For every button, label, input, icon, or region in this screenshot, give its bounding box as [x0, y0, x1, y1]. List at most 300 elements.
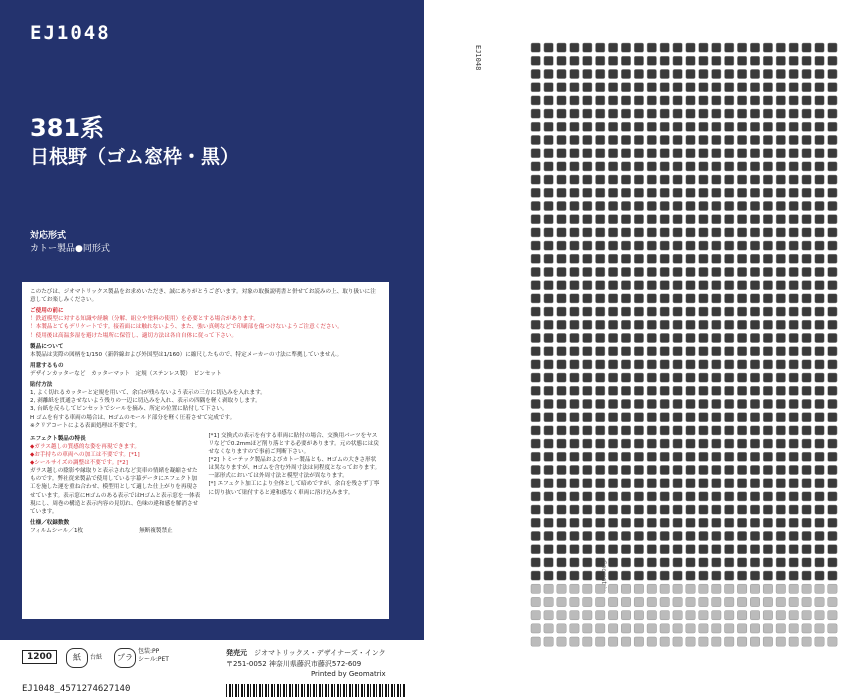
- sticker-cell: [789, 531, 798, 540]
- sticker-cell: [750, 294, 759, 303]
- sticker-cell: [583, 175, 592, 184]
- sticker-cell: [776, 637, 785, 646]
- sticker-cell: [750, 347, 759, 356]
- sticker-cell: [544, 439, 553, 448]
- sticker-cell: [686, 452, 695, 461]
- sticker-cell: [531, 281, 540, 290]
- sticker-cell: [725, 505, 734, 514]
- sticker-cell: [673, 281, 682, 290]
- sticker-cell: [725, 307, 734, 316]
- sticker-cell: [673, 531, 682, 540]
- sticker-cell: [634, 215, 643, 224]
- sticker-cell: [750, 558, 759, 567]
- product-heading: 製品について: [30, 343, 64, 350]
- sticker-cell: [750, 56, 759, 65]
- sticker-cell: [621, 228, 630, 237]
- sticker-cell: [647, 413, 656, 422]
- sticker-cell: [608, 135, 617, 144]
- sticker-cell: [596, 386, 605, 395]
- sticker-cell: [763, 505, 772, 514]
- sticker-cell: [699, 571, 708, 580]
- sticker-cell: [583, 109, 592, 118]
- sticker-cell: [712, 135, 721, 144]
- sticker-cell: [570, 545, 579, 554]
- sticker-cell: [725, 637, 734, 646]
- sticker-cell: [725, 228, 734, 237]
- sticker-cell: [725, 254, 734, 263]
- sticker-cell: [750, 465, 759, 474]
- sticker-cell: [647, 215, 656, 224]
- sticker-cell: [647, 320, 656, 329]
- footnote: [*2] トミーテック製品およびカトー製品とも、Hゴムの大きさ形状は異なりますが、Hゴムを含む外周寸法は同程度となっております。一部形式においては外周寸法と模型寸法が異なります。: [208, 457, 381, 480]
- sticker-cell: [789, 386, 798, 395]
- sticker-cell: [634, 624, 643, 633]
- sticker-cell: [815, 254, 824, 263]
- sticker-cell: [647, 465, 656, 474]
- sticker-cell: [544, 175, 553, 184]
- sticker-cell: [737, 43, 746, 52]
- sticker-cell: [712, 399, 721, 408]
- sticker-cell: [737, 479, 746, 488]
- sticker-cell: [570, 188, 579, 197]
- sticker-cell: [776, 162, 785, 171]
- sticker-cell: [634, 479, 643, 488]
- sticker-cell: [828, 373, 837, 382]
- sticker-cell: [699, 109, 708, 118]
- sticker-cell: [634, 254, 643, 263]
- sticker-cell: [570, 386, 579, 395]
- sticker-cell: [725, 294, 734, 303]
- sticker-cell: [802, 479, 811, 488]
- sticker-cell: [776, 333, 785, 342]
- sticker-cell: [815, 518, 824, 527]
- sticker-cell: [583, 518, 592, 527]
- sticker-cell: [776, 439, 785, 448]
- caution-line: ！鉄道模型に対する知識や経験（分解、組立や塗料の使用）を必要とする場合があります。: [30, 316, 259, 323]
- sticker-cell: [608, 96, 617, 105]
- sticker-cell: [776, 122, 785, 131]
- sticker-cell: [789, 439, 798, 448]
- sticker-cell: [621, 465, 630, 474]
- sticker-cell: [802, 347, 811, 356]
- sticker-cell: [802, 109, 811, 118]
- sticker-cell: [531, 597, 540, 606]
- sticker-cell: [750, 162, 759, 171]
- sticker-cell: [544, 56, 553, 65]
- sticker-cell: [737, 413, 746, 422]
- sticker-cell: [608, 386, 617, 395]
- sticker-cell: [712, 611, 721, 620]
- sticker-cell: [544, 558, 553, 567]
- effect-line: ◆シールサイズの調整は不要です。[*2]: [30, 460, 128, 467]
- sticker-cell: [686, 241, 695, 250]
- sticker-cell: [686, 558, 695, 567]
- sticker-cell: [737, 149, 746, 158]
- sticker-cell: [557, 149, 566, 158]
- sticker-cell: [712, 294, 721, 303]
- sticker-cell: [776, 413, 785, 422]
- sticker-cell: [673, 96, 682, 105]
- sticker-cell: [621, 413, 630, 422]
- sticker-cell: [763, 545, 772, 554]
- sticker-cell: [647, 109, 656, 118]
- sticker-cell: [557, 360, 566, 369]
- sticker-cell: [570, 43, 579, 52]
- sticker-cell: [557, 267, 566, 276]
- product-text: 本製品は実際の図柄を1/150（新幹線および外国型は1/160）に縮尺したもので、特定メーカーの寸法に準拠していません。: [30, 351, 343, 358]
- sticker-cell: [763, 597, 772, 606]
- sticker-cell: [596, 624, 605, 633]
- sticker-cell: [583, 584, 592, 593]
- sticker-cell: [802, 611, 811, 620]
- sticker-cell: [583, 624, 592, 633]
- sticker-cell: [789, 109, 798, 118]
- sticker-cell: [750, 373, 759, 382]
- sticker-cell: [570, 426, 579, 435]
- sticker-cell: [699, 307, 708, 316]
- sticker-cell: [673, 558, 682, 567]
- sticker-cell: [557, 611, 566, 620]
- sticker-cell: [647, 241, 656, 250]
- sticker-cell: [828, 597, 837, 606]
- sticker-cell: [789, 307, 798, 316]
- sticker-cell: [763, 426, 772, 435]
- product-code: EJ1048: [30, 22, 111, 44]
- sticker-cell: [660, 254, 669, 263]
- sticker-cell: [828, 135, 837, 144]
- sticker-cell: [828, 162, 837, 171]
- sticker-cell: [802, 307, 811, 316]
- effect-line: ◆お手持ちの車両への加工は不要です。[*1]: [30, 451, 140, 458]
- sticker-cell: [557, 83, 566, 92]
- sticker-cell: [815, 320, 824, 329]
- sticker-cell: [621, 333, 630, 342]
- sticker-cell: [673, 637, 682, 646]
- sticker-cell: [789, 465, 798, 474]
- sticker-cell: [583, 413, 592, 422]
- sticker-cell: [647, 228, 656, 237]
- sticker-cell: [557, 584, 566, 593]
- sticker-cell: [737, 597, 746, 606]
- sticker-cell: [828, 518, 837, 527]
- sticker-cell: [763, 360, 772, 369]
- sticker-cell: [802, 360, 811, 369]
- sticker-cell: [699, 162, 708, 171]
- sticker-cell: [634, 439, 643, 448]
- sticker-cell: [789, 452, 798, 461]
- sticker-cell: [763, 201, 772, 210]
- sticker-cell: [725, 360, 734, 369]
- sticker-cell: [634, 452, 643, 461]
- sticker-cell: [828, 558, 837, 567]
- sticker-cell: [828, 611, 837, 620]
- sticker-cell: [750, 413, 759, 422]
- sticker-cell: [557, 439, 566, 448]
- caution-line: ！本製品とてもデリケートです。接着面には触れないよう、また、強い真剣などで印刷部を傷つけないようご注意ください。: [30, 324, 343, 331]
- sticker-cell: [686, 347, 695, 356]
- sticker-cell: [583, 254, 592, 263]
- sticker-cell: [557, 347, 566, 356]
- sticker-cell: [583, 215, 592, 224]
- sticker-cell: [686, 215, 695, 224]
- sticker-cell: [634, 597, 643, 606]
- sticker-cell: [789, 43, 798, 52]
- sticker-cell: [596, 333, 605, 342]
- sticker-cell: [570, 452, 579, 461]
- sticker-cell: [583, 465, 592, 474]
- sticker-cell: [686, 624, 695, 633]
- sticker-cell: [750, 452, 759, 461]
- sticker-cell: [557, 624, 566, 633]
- sticker-cell: [583, 439, 592, 448]
- sticker-cell: [712, 360, 721, 369]
- compat-heading: 対応形式: [30, 231, 67, 241]
- sticker-cell: [815, 135, 824, 144]
- sticker-cell: [583, 228, 592, 237]
- sticker-cell: [725, 109, 734, 118]
- sticker-cell: [647, 175, 656, 184]
- sticker-cell: [570, 241, 579, 250]
- sticker-cell: [712, 531, 721, 540]
- sticker-cell: [583, 611, 592, 620]
- sticker-cell: [660, 333, 669, 342]
- sticker-cell: [699, 399, 708, 408]
- sticker-cell: [596, 83, 605, 92]
- sticker-cell: [686, 373, 695, 382]
- sticker-cell: [621, 637, 630, 646]
- sticker-cell: [699, 149, 708, 158]
- sticker-cell: [608, 122, 617, 131]
- sticker-cell: [712, 597, 721, 606]
- sticker-cell: [660, 637, 669, 646]
- sticker-cell: [647, 452, 656, 461]
- sticker-cell: [583, 281, 592, 290]
- sticker-cell: [725, 83, 734, 92]
- sticker-cell: [802, 465, 811, 474]
- sticker-cell: [544, 294, 553, 303]
- sticker-cell: [815, 399, 824, 408]
- printed-by: Printed by Geomatrix: [310, 670, 386, 678]
- sticker-cell: [776, 347, 785, 356]
- sticker-cell: [673, 413, 682, 422]
- sticker-cell: [570, 518, 579, 527]
- sticker-cell: [621, 347, 630, 356]
- sticker-cell: [699, 518, 708, 527]
- sticker-cell: [699, 215, 708, 224]
- sticker-cell: [828, 175, 837, 184]
- sticker-cell: [712, 558, 721, 567]
- sticker-cell: [725, 188, 734, 197]
- sticker-cell: [699, 267, 708, 276]
- sticker-cell: [763, 518, 772, 527]
- sticker-cell: [737, 307, 746, 316]
- sticker-cell: [621, 571, 630, 580]
- sticker-cell: [673, 149, 682, 158]
- sticker-cell: [776, 43, 785, 52]
- sticker-cell: [583, 201, 592, 210]
- sticker-cell: [686, 386, 695, 395]
- sticker-cell: [789, 215, 798, 224]
- sticker-cell: [776, 505, 785, 514]
- sticker-cell: [737, 201, 746, 210]
- sticker-cell: [583, 83, 592, 92]
- sticker-cell: [789, 571, 798, 580]
- sticker-cell: [712, 69, 721, 78]
- sticker-cell: [647, 584, 656, 593]
- sticker-cell: [763, 294, 772, 303]
- sticker-cell: [557, 531, 566, 540]
- sticker-cell: [802, 399, 811, 408]
- sticker-cell: [828, 188, 837, 197]
- sticker-cell: [686, 426, 695, 435]
- sticker-cell: [789, 149, 798, 158]
- sticker-cell: [531, 439, 540, 448]
- sticker-cell: [544, 386, 553, 395]
- sticker-cell: [776, 558, 785, 567]
- sticker-cell: [802, 267, 811, 276]
- sticker-cell: [608, 624, 617, 633]
- sticker-cell: [802, 624, 811, 633]
- sticker-cell: [802, 188, 811, 197]
- sticker-cell: [660, 505, 669, 514]
- sticker-cell: [596, 426, 605, 435]
- sticker-cell: [634, 122, 643, 131]
- tools-text: デザインカッターなど カッターマット 定規（ステンレス製） ピンセット: [30, 370, 222, 377]
- sticker-cell: [660, 518, 669, 527]
- sticker-cell: [802, 43, 811, 52]
- sticker-cell: [531, 241, 540, 250]
- sticker-cell: [699, 347, 708, 356]
- sticker-cell: [608, 254, 617, 263]
- sticker-cell: [531, 188, 540, 197]
- sticker-cell: [596, 241, 605, 250]
- sticker-cell: [673, 83, 682, 92]
- sticker-cell: [557, 373, 566, 382]
- sticker-cell: [557, 518, 566, 527]
- sticker-cell: [725, 479, 734, 488]
- effect-columns: [30, 432, 381, 516]
- sticker-cell: [647, 386, 656, 395]
- sticker-cell: [531, 479, 540, 488]
- sticker-cell: [660, 531, 669, 540]
- sticker-cell: [828, 109, 837, 118]
- sticker-cell: [570, 201, 579, 210]
- sticker-cell: [608, 69, 617, 78]
- sticker-cell: [828, 69, 837, 78]
- sticker-cell: [699, 228, 708, 237]
- sticker-cell: [725, 584, 734, 593]
- sticker-cell: [531, 465, 540, 474]
- sticker-cell: [712, 96, 721, 105]
- sticker-cell: [570, 333, 579, 342]
- sticker-cell: [531, 545, 540, 554]
- sticker-cell: [621, 426, 630, 435]
- sticker-cell: [789, 413, 798, 422]
- sticker-cell: [763, 215, 772, 224]
- sticker-cell: [828, 228, 837, 237]
- sticker-cell: [557, 492, 566, 501]
- sticker-cell: [712, 254, 721, 263]
- sticker-cell: [608, 333, 617, 342]
- sticker-cell: [570, 83, 579, 92]
- sticker-cell: [608, 479, 617, 488]
- sticker-cell: [712, 413, 721, 422]
- sticker-cell: [608, 452, 617, 461]
- step-line: H ゴムを有する車両の場合は、Hゴムのモールド部分を軽く圧着させて完成です。: [30, 414, 236, 421]
- sticker-cell: [789, 545, 798, 554]
- sticker-cell: [673, 109, 682, 118]
- sticker-cell: [621, 452, 630, 461]
- sticker-cell: [737, 545, 746, 554]
- sticker-cell: [686, 545, 695, 554]
- sticker-cell: [699, 426, 708, 435]
- sticker-cell: [699, 175, 708, 184]
- sticker-cell: [570, 320, 579, 329]
- sticker-cell: [596, 373, 605, 382]
- sticker-cell: [815, 175, 824, 184]
- sticker-cell: [531, 386, 540, 395]
- sticker-cell: [725, 624, 734, 633]
- sticker-cell: [763, 492, 772, 501]
- sticker-grid: [530, 42, 840, 650]
- sticker-cell: [776, 452, 785, 461]
- sticker-cell: [570, 637, 579, 646]
- sticker-cell: [828, 254, 837, 263]
- sticker-cell: [763, 624, 772, 633]
- sticker-cell: [660, 294, 669, 303]
- sticker-cell: [737, 637, 746, 646]
- sticker-cell: [725, 333, 734, 342]
- sticker-cell: [647, 531, 656, 540]
- sticker-cell: [750, 584, 759, 593]
- sticker-cell: [737, 122, 746, 131]
- sticker-cell: [699, 611, 708, 620]
- sticker-cell: [647, 69, 656, 78]
- sticker-cell: [544, 43, 553, 52]
- sticker-cell: [544, 360, 553, 369]
- sticker-cell: [802, 56, 811, 65]
- sticker-cell: [621, 122, 630, 131]
- sticker-cell: [621, 399, 630, 408]
- sticker-cell: [544, 584, 553, 593]
- sticker-cell: [596, 281, 605, 290]
- sticker-cell: [750, 201, 759, 210]
- sticker-cell: [647, 518, 656, 527]
- sticker-cell: [737, 611, 746, 620]
- copyright-note: 無断複製禁止: [139, 527, 173, 534]
- sticker-cell: [789, 558, 798, 567]
- sticker-cell: [763, 109, 772, 118]
- sticker-cell: [621, 360, 630, 369]
- sticker-cell: [621, 83, 630, 92]
- sticker-cell: [725, 571, 734, 580]
- sticker-cell: [815, 611, 824, 620]
- sticker-cell: [673, 439, 682, 448]
- sticker-cell: [621, 597, 630, 606]
- sticker-cell: [621, 241, 630, 250]
- sticker-cell: [596, 149, 605, 158]
- sticker-cell: [608, 492, 617, 501]
- sticker-cell: [686, 122, 695, 131]
- sticker-cell: [815, 584, 824, 593]
- sticker-cell: [828, 56, 837, 65]
- sticker-cell: [815, 188, 824, 197]
- sticker-cell: [776, 492, 785, 501]
- sticker-cell: [712, 109, 721, 118]
- sticker-cell: [583, 43, 592, 52]
- sticker-cell: [802, 492, 811, 501]
- sticker-cell: [647, 597, 656, 606]
